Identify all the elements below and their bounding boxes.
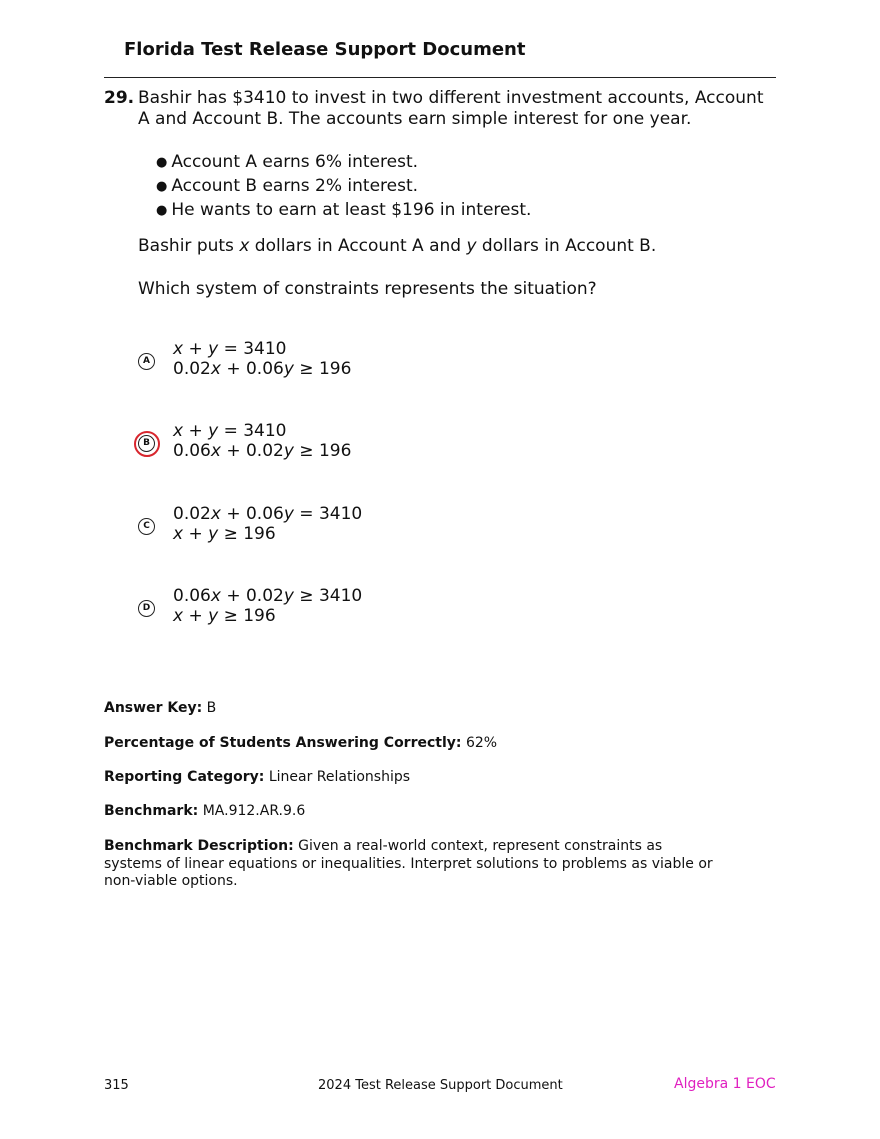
choice-c[interactable] xyxy=(138,504,538,554)
page-header-title: Florida Test Release Support Document xyxy=(124,39,526,60)
question-intro: Bashir has $3410 to invest in two different investment accounts, Account A and Account B. The accounts earn simple interest for one year. xyxy=(138,88,764,129)
choice-b[interactable] xyxy=(138,421,538,471)
choice-a[interactable] xyxy=(138,339,538,389)
choice-a-line1: x + y = 3410 xyxy=(173,339,287,359)
stem-var-y: y xyxy=(466,236,477,256)
bullet-item: ● Account A earns 6% interest. xyxy=(156,151,531,175)
choice-d-line1: 0.06x + 0.02y ≥ 3410 xyxy=(173,586,363,606)
footer-course-label: Algebra 1 EOC xyxy=(674,1076,776,1092)
stem-text: Bashir puts xyxy=(138,236,240,256)
choice-c-line2: x + y ≥ 196 xyxy=(173,524,276,544)
choice-b-bubble[interactable]: B xyxy=(138,435,155,452)
reporting-category: Reporting Category: Linear Relationships xyxy=(104,769,411,785)
stem-text: dollars in Account B. xyxy=(476,236,657,256)
choice-a-bubble[interactable]: A xyxy=(138,353,155,370)
choice-c-bubble[interactable]: C xyxy=(138,518,155,535)
question-stem xyxy=(138,236,656,256)
question-bullets xyxy=(156,151,531,223)
choice-d-bubble[interactable]: D xyxy=(138,600,155,617)
header-divider xyxy=(104,77,776,78)
choice-b-line2: 0.06x + 0.02y ≥ 196 xyxy=(173,441,352,461)
answer-key: Answer Key: B xyxy=(104,700,217,716)
percent-correct: Percentage of Students Answering Correctly: 62% xyxy=(104,735,498,751)
choice-d[interactable] xyxy=(138,586,538,636)
footer-page-number: 315 xyxy=(104,1078,129,1093)
benchmark-description: Benchmark Description: Given a real-world context, represent constraints as systems of linear equations or inequalities. Interpret solutions to problems as viable or non-viable options. xyxy=(104,838,713,889)
choice-c-line1: 0.02x + 0.06y = 3410 xyxy=(173,504,363,524)
choice-d-line2: x + y ≥ 196 xyxy=(173,606,276,626)
bullet-item: ● Account B earns 2% interest. xyxy=(156,175,531,199)
stem-text: dollars in Account A and xyxy=(249,236,467,256)
choice-b-line1: x + y = 3410 xyxy=(173,421,287,441)
question-prompt: Which system of constraints represents the situation? xyxy=(138,279,597,299)
benchmark: Benchmark: MA.912.AR.9.6 xyxy=(104,803,306,819)
question-number: 29. xyxy=(104,88,135,108)
bullet-item: ● He wants to earn at least $196 in interest. xyxy=(156,199,531,223)
stem-var-x: x xyxy=(239,236,250,256)
choice-a-line2: 0.02x + 0.06y ≥ 196 xyxy=(173,359,352,379)
footer-document-title: 2024 Test Release Support Document xyxy=(318,1078,563,1093)
